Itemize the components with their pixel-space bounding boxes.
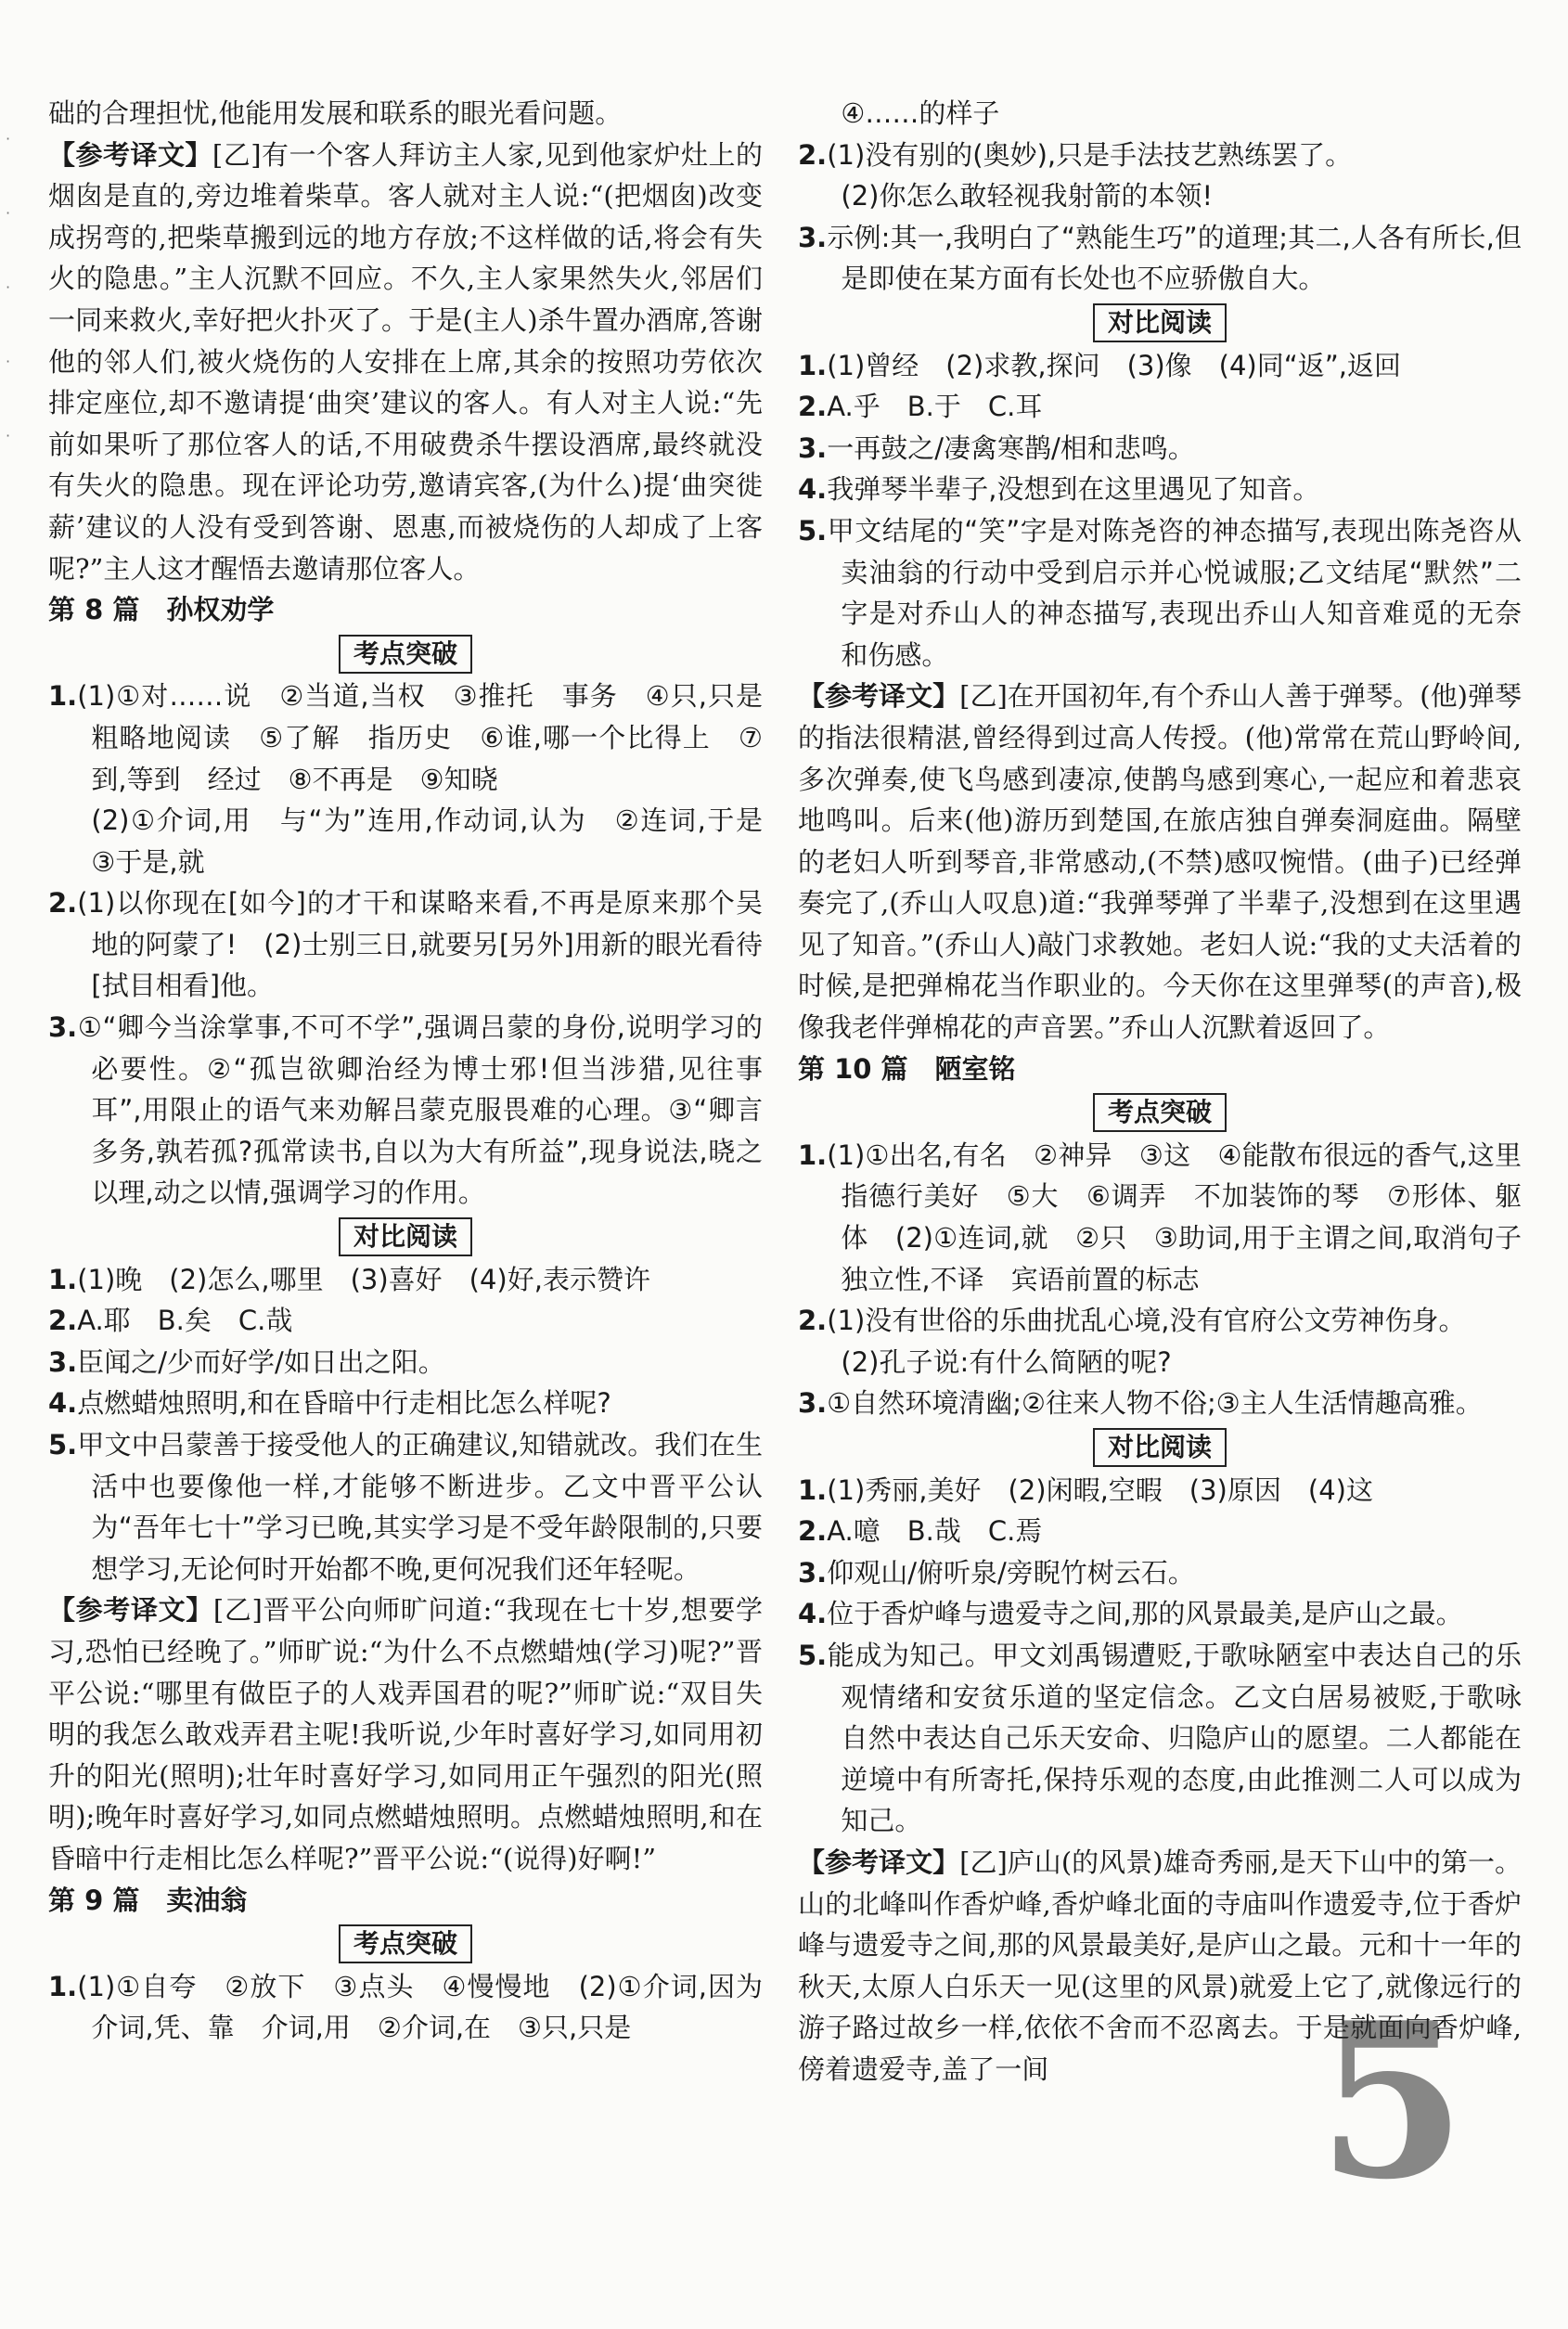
answer-item — [798, 510, 1522, 676]
page-number: 5 — [1317, 1976, 1467, 2227]
paragraph-text: [乙]在开国初年,有个乔山人善于弹琴。(他)弹琴的指法很精湛,曾经得到过高人传授。(他)常常在荒山野岭间,多次弹奏,使飞鸟感到凄凉,使鹊鸟感到寒心,一起应和着悲哀地鸣叫。后来(他)游历到楚国,在旅店独自弹奏洞庭曲。隔壁的老妇人听到琴音,非常感动,(不禁)感叹惋惜。(曲子)已经弹奏完了,(乔山人叹息)道:“我弹琴弹了半辈子,没想到在这里遇见了知音。”(乔山人)敲门求教她。老妇人说:“我的丈夫活着的时候,是把弹棉花当作职业的。今天你在这里弹琴(的声音),极像我老伴弹棉花的声音罢。”乔山人沉默着返回了。 — [798, 680, 1522, 1044]
subsection-label: 对比阅读 — [339, 1217, 472, 1256]
answer-item — [48, 676, 790, 800]
paragraph-text: 我弹琴半辈子,没想到在这里遇见了知音。 — [827, 473, 1320, 506]
subsection-heading — [798, 302, 1522, 343]
paragraph-text: 示例:其一,我明白了“熟能生巧”的道理;其二,人各有所长,但是即使在某方面有长处也不应骄傲自大。 — [827, 221, 1522, 295]
paragraph-text: A.耶 B.矣 C.哉 — [77, 1305, 293, 1337]
paragraph-text: (1)没有别的(奥妙),只是手法技艺熟练罢了。 — [827, 138, 1353, 171]
item-number: 1. — [48, 680, 78, 713]
answer-item — [48, 93, 763, 135]
item-number: 3. — [48, 1011, 78, 1044]
subsection-label: 对比阅读 — [1093, 303, 1227, 342]
answer-item — [798, 1135, 1522, 1300]
paragraph-text: 臣闻之/少而好学/如日出之阳。 — [77, 1345, 445, 1378]
subsection-label: 考点突破 — [339, 1924, 472, 1963]
paragraph-text: ①自然环境清幽;②往来人物不俗;③主人生活情趣高雅。 — [827, 1387, 1483, 1420]
reference-label: 【参考译文】 — [798, 680, 960, 713]
item-number: 2. — [798, 1515, 828, 1548]
subsection-heading — [798, 1426, 1522, 1468]
paragraph-text: (2)孔子说:有什么简陋的呢? — [841, 1345, 1172, 1378]
answer-item — [798, 1383, 1522, 1424]
paragraph-text: (1)①对……说 ②当道,当权 ③推托 事务 ④只,只是 粗略地阅读 ⑤了解 指历史 ⑥谁,哪一个比得上 ⑦到,等到 经过 ⑧不再是 ⑨知晓 — [77, 680, 790, 795]
section-title: 第 10 篇 陋室铭 — [798, 1052, 1016, 1085]
item-number: 3. — [798, 1556, 828, 1589]
answer-item — [798, 386, 1522, 428]
paragraph-text: [乙]庐山(的风景)雄奇秀丽,是天下山中的第一。山的北峰叫作香炉峰,香炉峰北面的寺庙叫作遗爱寺,位于香炉峰与遗爱寺之间,那的风景最美好,是庐山之最。元和十一年的秋天,太原人白乐天一见(这里的风景)就爱上它了,就像远行的游子路过故乡一样,依依不舍而不忍离去。于是就面向香炉峰,傍着遗爱寺,盖了一间 — [798, 1846, 1522, 2085]
paragraph-text: 仰观山/俯听泉/旁睨竹树云石。 — [827, 1556, 1195, 1589]
item-number: 4. — [798, 473, 828, 506]
item-number: 4. — [48, 1387, 78, 1420]
item-number: 1. — [798, 1473, 828, 1506]
subsection-heading — [48, 1216, 763, 1257]
paragraph-text: (1)①自夸 ②放下 ③点头 ④慢慢地 (2)①介词,因为 介词,凭、靠 介词,用 ②介词,在 ③只,只是 — [77, 1970, 790, 2044]
paragraph-text: A.乎 B.于 C.耳 — [827, 391, 1043, 423]
paragraph-text: (1)没有世俗的乐曲扰乱心境,没有官府公文劳神伤身。 — [827, 1305, 1466, 1337]
answer-item — [798, 1470, 1522, 1512]
item-number: 2. — [798, 138, 828, 171]
paragraph-text: (1)秀丽,美好 (2)闲暇,空暇 (3)原因 (4)这 — [827, 1473, 1373, 1506]
reference-label: 【参考译文】 — [48, 1594, 213, 1627]
section-title: 第 8 篇 孙权劝学 — [48, 594, 275, 626]
reference-translation — [48, 135, 763, 590]
answer-item — [798, 175, 1522, 217]
paragraph-text: ①“卿今当涂掌事,不可不学”,强调吕蒙的身份,说明学习的必要性。②“孤岂欲卿治经为博士邪!但当涉猎,见往事耳”,用限止的语气来劝解吕蒙克服畏难的心理。③“卿言多务,孰若孤?孤常读书,自以为大有所益”,现身说法,晓之以理,动之以情,强调学习的作用。 — [77, 1011, 763, 1209]
reference-translation — [48, 1589, 763, 1879]
answer-item — [798, 345, 1522, 387]
item-number: 1. — [798, 349, 828, 381]
right-column — [798, 93, 1522, 2091]
answer-item — [48, 1424, 763, 1589]
paragraph-text: A.噫 B.哉 C.焉 — [827, 1515, 1043, 1548]
item-number: 5. — [798, 514, 828, 547]
paragraph-text: (2)①介词,用 与“为”连用,作动词,认为 ②连词,于是 ③于是,就 — [91, 804, 790, 878]
paragraph-text: (1)以你现在[如今]的才干和谋略来看,不再是原来那个吴地的阿蒙了! (2)士别三日,就要另[另外]用新的眼光看待[拭目相看]他。 — [77, 887, 763, 1002]
answer-item — [48, 1966, 790, 2049]
reference-label: 【参考译文】 — [798, 1846, 960, 1878]
paragraph-text: 点燃蜡烛照明,和在昏暗中行走相比怎么样呢? — [77, 1387, 611, 1420]
paragraph-text: 能成为知己。甲文刘禹锡遭贬,于歌咏陋室中表达自己的乐观情绪和安贫乐道的坚定信念。乙文白居易被贬,于歌咏自然中表达自己乐天安命、归隐庐山的愿望。二人都能在逆境中有所寄托,保持乐观的态度,由此推测二人可以成为知己。 — [827, 1639, 1522, 1837]
item-number: 3. — [48, 1345, 78, 1378]
item-number: 5. — [48, 1429, 78, 1460]
paragraph-text: (2)你怎么敢轻视我射箭的本领! — [841, 180, 1214, 212]
paragraph-text: 一再鼓之/凄禽寒鹊/相和悲鸣。 — [827, 431, 1195, 464]
answer-item — [48, 1342, 763, 1383]
section-title: 第 9 篇 卖油翁 — [48, 1884, 248, 1916]
item-number: 2. — [798, 391, 828, 423]
subsection-heading — [48, 633, 763, 675]
item-number: 4. — [798, 1598, 828, 1630]
paragraph-text: [乙]晋平公向师旷问道:“我现在七十岁,想要学习,恐怕已经晚了。”师旷说:“为什么不点燃蜡烛(学习)呢?”晋平公说:“哪里有做臣子的人戏弄国君的呢?”师旷说:“双目失明的我怎么敢戏弄君主呢!我听说,少年时喜好学习,如同用初升的阳光(照明);壮年时喜好学习,如同用正午强烈的阳光(照明);晚年时喜好学习,如同点燃蜡烛照明。点燃蜡烛照明,和在昏暗中行走相比怎么样呢?”晋平公说:“(说得)好啊!” — [48, 1594, 763, 1874]
answer-item — [48, 800, 790, 882]
answer-item — [798, 217, 1522, 300]
subsection-label: 考点突破 — [339, 635, 472, 674]
left-column — [48, 93, 790, 2049]
reference-translation — [798, 676, 1522, 1048]
answer-item — [798, 93, 1522, 135]
item-number: 1. — [798, 1139, 828, 1171]
paragraph-text: 础的合理担忧,他能用发展和联系的眼光看问题。 — [48, 97, 623, 129]
answer-item — [798, 135, 1522, 176]
answer-item — [798, 469, 1522, 510]
item-number: 2. — [798, 1305, 828, 1337]
item-number: 3. — [798, 221, 828, 253]
answer-item — [798, 1635, 1522, 1842]
item-number: 3. — [798, 1387, 828, 1420]
answer-item — [48, 1300, 763, 1342]
paragraph-text: 甲文结尾的“笑”字是对陈尧咨的神态描写,表现出陈尧咨从卖油翁的行动中受到启示并心悦诚服;乙文结尾“默然”二字是对乔山人的神态描写,表现出乔山人知音难觅的无奈和伤感。 — [827, 514, 1522, 671]
answer-item — [798, 1552, 1522, 1594]
binding-edge-marks: · · · · · — [6, 130, 11, 444]
answer-item — [48, 1007, 763, 1214]
answer-item — [798, 1593, 1522, 1635]
item-number: 1. — [48, 1263, 78, 1295]
item-number: 5. — [798, 1639, 828, 1671]
reference-label: 【参考译文】 — [48, 138, 212, 171]
subsection-heading — [798, 1091, 1522, 1133]
item-number: 3. — [798, 431, 828, 464]
item-number: 2. — [48, 887, 78, 920]
paragraph-text: ④……的样子 — [841, 97, 1000, 129]
answer-item — [48, 882, 763, 1007]
paragraph-text: (1)①出名,有名 ②神异 ③这 ④能散布很远的香气,这里指德行美好 ⑤大 ⑥调弄 不加装饰的琴 ⑦形体、躯体 (2)①连词,就 ②只 ③助词,用于主谓之间,取消句子独立性,不译 宾语前置的标志 — [827, 1139, 1522, 1295]
answer-item — [48, 1259, 763, 1301]
subsection-label: 对比阅读 — [1093, 1428, 1227, 1467]
answer-item — [48, 1383, 763, 1424]
paragraph-text: (1)曾经 (2)求教,探问 (3)像 (4)同“返”,返回 — [827, 349, 1402, 381]
answer-item — [798, 1342, 1522, 1383]
answer-item — [798, 428, 1522, 470]
paragraph-text: 甲文中吕蒙善于接受他人的正确建议,知错就改。我们在生活中也要像他一样,才能够不断进步。乙文中晋平公认为“吾年七十”学习已晚,其实学习是不受年龄限制的,只要想学习,无论何时开始都不晚,更何况我们还年轻呢。 — [77, 1429, 763, 1585]
item-number: 2. — [48, 1305, 78, 1337]
paragraph-text: (1)晚 (2)怎么,哪里 (3)喜好 (4)好,表示赞许 — [77, 1263, 650, 1295]
subsection-label: 考点突破 — [1093, 1093, 1227, 1132]
answer-item — [798, 1300, 1522, 1342]
paragraph-text: 位于香炉峰与遗爱寺之间,那的风景最美,是庐山之最。 — [827, 1598, 1463, 1630]
paragraph-text: [乙]有一个客人拜访主人家,见到他家炉灶上的烟囱是直的,旁边堆着柴草。客人就对主人说:“(把烟囱)改变成拐弯的,把柴草搬到远的地方存放;不这样做的话,将会有失火的隐患。”主人沉默不回应。不久,主人家果然失火,邻居们一同来救火,幸好把火扑灭了。于是(主人)杀牛置办酒席,答谢他的邻人们,被火烧伤的人安排在上席,其余的按照功劳依次排定座位,却不邀请提‘曲突’建议的客人。有人对主人说:“先前如果听了那位客人的话,不用破费杀牛摆设酒席,最终就没有失火的隐患。现在评论功劳,邀请宾客,(为什么)提‘曲突徙薪’建议的人没有受到答谢、恩惠,而被烧伤的人却成了上客呢?”主人这才醒悟去邀请那位客人。 — [48, 138, 763, 585]
subsection-heading — [48, 1923, 763, 1964]
answer-item — [798, 1511, 1522, 1552]
item-number: 1. — [48, 1970, 78, 2002]
